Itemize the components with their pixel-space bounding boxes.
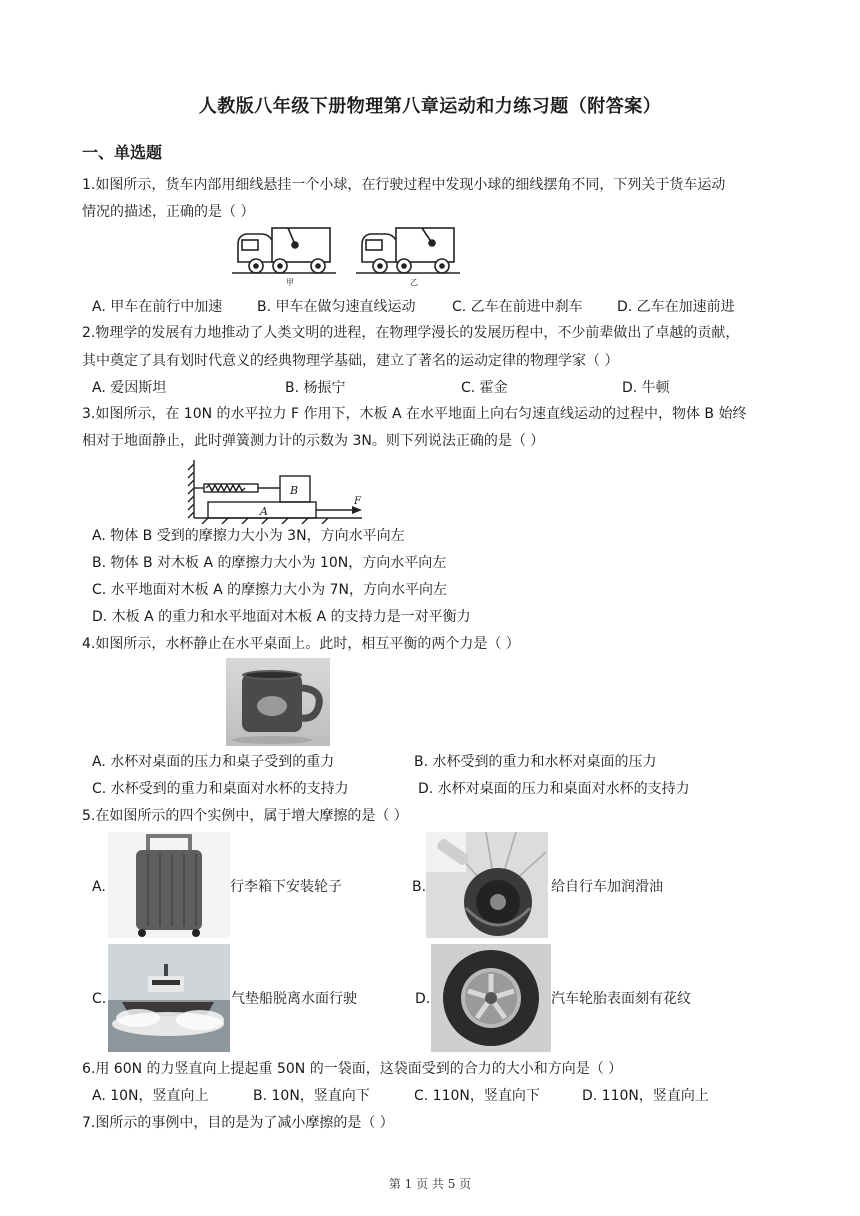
question-5-line-1: 5.在如图所示的四个实例中，属于增大摩擦的是（ ） <box>82 808 408 824</box>
question-2-line-1: 2.物理学的发展有力地推动了人类文明的进程，在物理学漫长的发展历程中，不少前辈做出了卓越的贡献， <box>82 325 740 341</box>
question-5-option-d-text: 汽车轮胎表面刻有花纹 <box>551 991 691 1007</box>
question-1-line-2: 情况的描述，正确的是（ ） <box>82 204 255 220</box>
question-2-option-c: C. 霍金 <box>461 380 508 396</box>
figure-label-a: 甲 <box>286 278 294 286</box>
figure-label-block-b: B <box>290 484 299 497</box>
question-3-line-1: 3.如图所示，在 10N 的水平拉力 F 作用下，木板 A 在水平地面上向右匀速直线运动的过程中，物体 B 始终 <box>82 406 747 422</box>
question-1-line-1: 1.如图所示，货车内部用细线悬挂一个小球，在行驶过程中发现小球的细线摆角不同，下列关于货车运动 <box>82 177 726 193</box>
figure-label-board-a: A <box>260 505 268 518</box>
question-5-option-c-letter: C. <box>92 991 107 1007</box>
suitcase-photo <box>108 832 230 938</box>
question-2-option-d: D. 牛顿 <box>622 380 670 396</box>
question-5-option-c-text: 气垫船脱离水面行驶 <box>231 991 357 1007</box>
question-6-option-d: D. 110N，竖直向上 <box>582 1088 709 1104</box>
question-1-option-a: A. 甲车在前行中加速 <box>92 299 223 315</box>
truck-b-diagram <box>356 228 460 273</box>
question-5-option-a-text: 行李箱下安装轮子 <box>230 879 342 895</box>
question-3-option-c: C. 水平地面对木板 A 的摩擦力大小为 7N，方向水平向左 <box>92 582 447 598</box>
question-5-option-d-letter: D. <box>415 991 431 1007</box>
question-6-option-a: A. 10N，竖直向上 <box>92 1088 209 1104</box>
question-6-option-c: C. 110N，竖直向下 <box>414 1088 540 1104</box>
page-footer: 第 1 页 共 5 页 <box>388 1177 472 1191</box>
page-title: 人教版八年级下册物理第八章运动和力练习题（附答案） <box>198 96 662 117</box>
question-1-option-c: C. 乙车在前进中刹车 <box>452 299 583 315</box>
question-3-option-a: A. 物体 B 受到的摩擦力大小为 3N，方向水平向左 <box>92 528 405 544</box>
hovercraft-photo <box>108 944 230 1052</box>
question-4-line-1: 4.如图所示，水杯静止在水平桌面上。此时，相互平衡的两个力是（ ） <box>82 636 520 652</box>
bicycle-lubricant-photo <box>426 832 548 938</box>
question-4-option-a: A. 水杯对桌面的压力和桌子受到的重力 <box>92 754 335 770</box>
question-2-line-2: 其中奠定了具有划时代意义的经典物理学基础，建立了著名的运动定律的物理学家（ ） <box>82 353 619 369</box>
question-5-option-a-letter: A. <box>92 879 106 895</box>
question-3-line-2: 相对于地面静止，此时弹簧测力计的示数为 3N。则下列说法正确的是（ ） <box>82 433 545 449</box>
question-3-option-b: B. 物体 B 对木板 A 的摩擦力大小为 10N，方向水平向左 <box>92 555 447 571</box>
question-7-line-1: 7.图所示的事例中，目的是为了减小摩擦的是（ ） <box>82 1115 394 1131</box>
mug-photo <box>226 658 330 746</box>
question-4-option-d: D. 水杯对桌面的压力和桌面对水杯的支持力 <box>418 781 690 797</box>
question-1-figure-trucks <box>232 222 460 286</box>
question-4-option-c: C. 水杯受到的重力和桌面对水杯的支持力 <box>92 781 349 797</box>
question-1-option-d: D. 乙车在加速前进 <box>617 299 735 315</box>
question-5-option-b-text: 给自行车加润滑油 <box>551 879 663 895</box>
question-6-option-b: B. 10N，竖直向下 <box>253 1088 370 1104</box>
figure-label-b: 乙 <box>410 278 418 286</box>
question-6-line-1: 6.用 60N 的力竖直向上提起重 50N 的一袋面，这袋面受到的合力的大小和方向是（ ） <box>82 1061 623 1077</box>
truck-a-diagram <box>232 228 336 273</box>
question-1-option-b: B. 甲车在做匀速直线运动 <box>257 299 416 315</box>
figure-label-force-f: F <box>354 496 361 507</box>
question-2-option-a: A. 爱因斯坦 <box>92 380 167 396</box>
question-4-option-b: B. 水杯受到的重力和水杯对桌面的压力 <box>414 754 657 770</box>
question-5-option-b-letter: B. <box>412 879 427 895</box>
question-3-figure-spring-board <box>182 458 372 524</box>
question-3-option-d: D. 木板 A 的重力和水平地面对木板 A 的支持力是一对平衡力 <box>92 609 471 625</box>
section-heading-single-choice: 一、单选题 <box>82 143 163 162</box>
tire-photo <box>431 944 551 1052</box>
question-2-option-b: B. 杨振宁 <box>285 380 346 396</box>
